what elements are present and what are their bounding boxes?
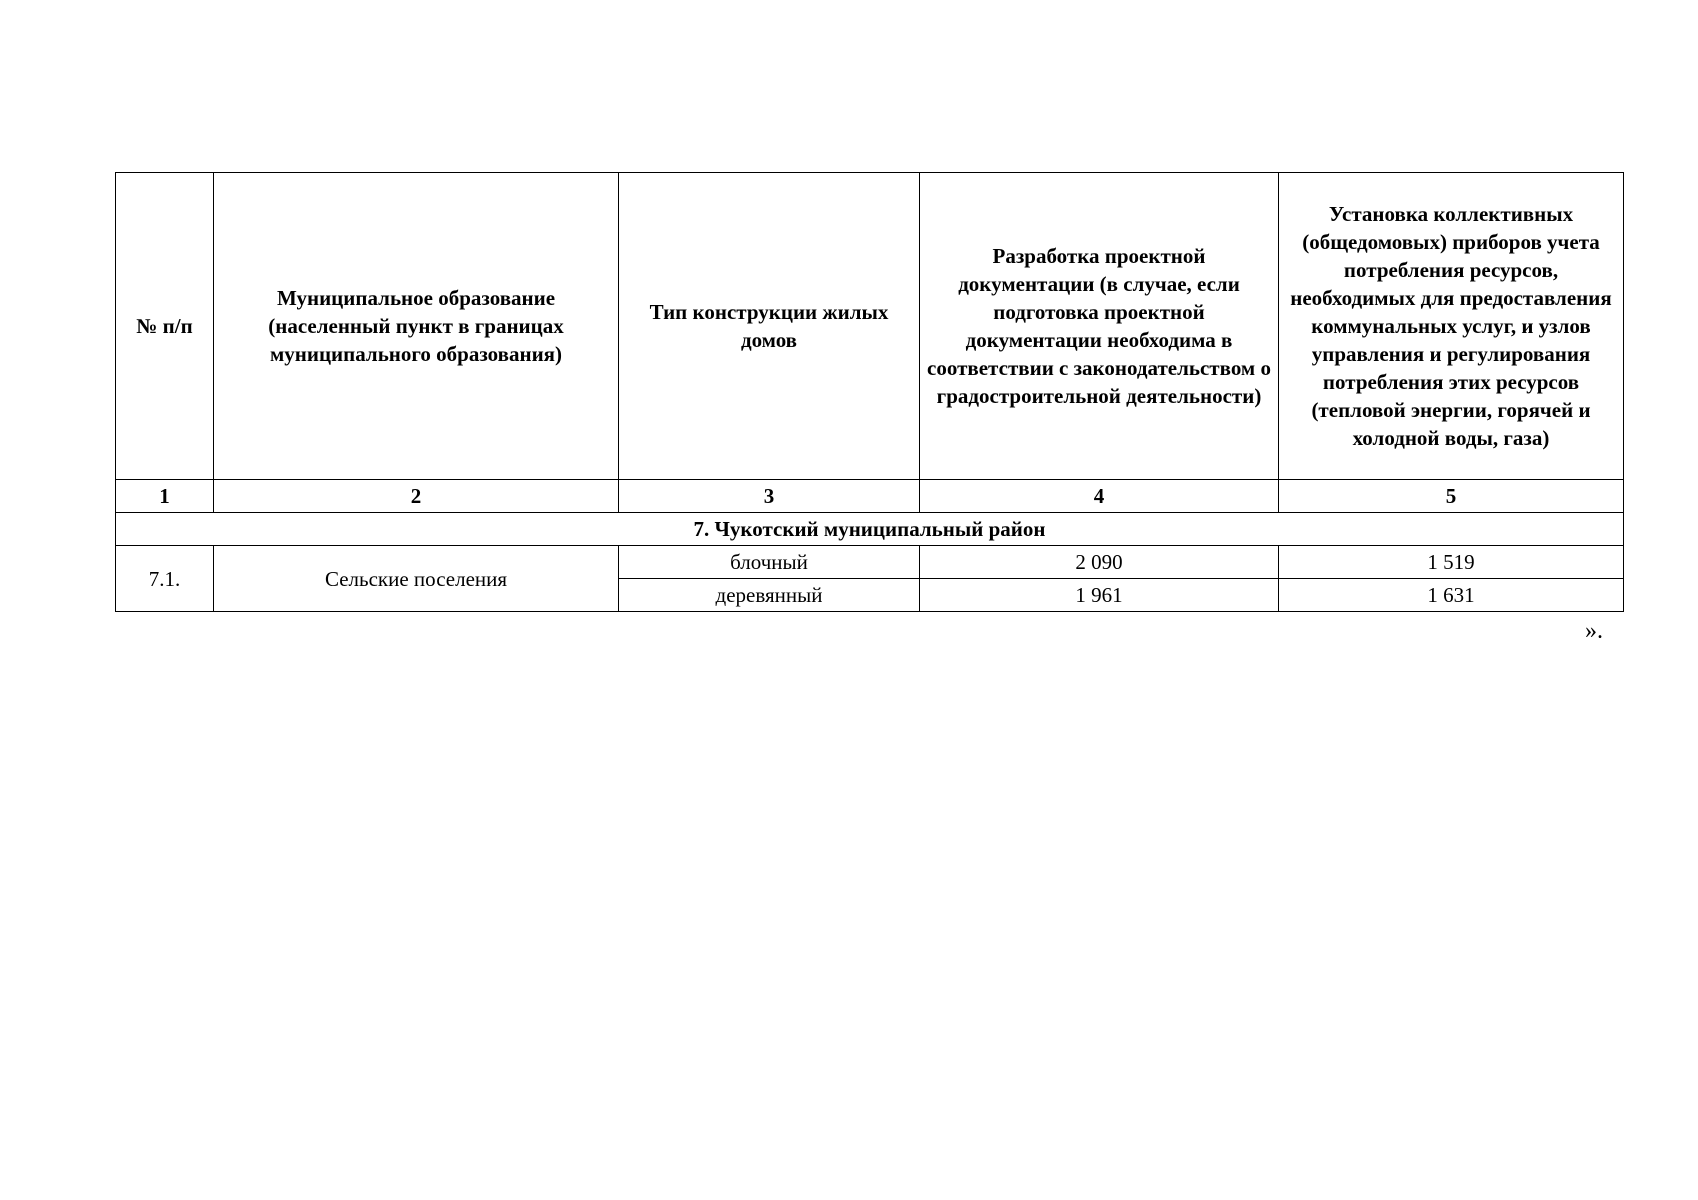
section-row (116, 513, 1624, 546)
construction-type-cell: деревянный (619, 579, 920, 612)
header-construction-type: Тип конструкции жилых домов (619, 173, 920, 480)
row-number: 7.1. (116, 546, 214, 612)
main-table (115, 172, 1624, 612)
section-title: 7. Чукотский муниципальный район (116, 513, 1624, 546)
meters-cell: 1 631 (1279, 579, 1624, 612)
design-docs-cell: 2 090 (920, 546, 1279, 579)
construction-type-cell: блочный (619, 546, 920, 579)
column-number-2: 2 (214, 480, 619, 513)
municipality-cell: Сельские поселения (214, 546, 619, 612)
header-row (116, 173, 1624, 480)
design-docs-cell: 1 961 (920, 579, 1279, 612)
column-number-5: 5 (1279, 480, 1624, 513)
column-numbers-row (116, 480, 1624, 513)
table-row (116, 546, 1624, 579)
header-municipality: Муниципальное образование (населенный пункт в границах муниципального образования) (214, 173, 619, 480)
column-number-4: 4 (920, 480, 1279, 513)
meters-cell: 1 519 (1279, 546, 1624, 579)
column-number-3: 3 (619, 480, 920, 513)
closing-quote-mark: ». (1585, 618, 1603, 644)
header-meters: Установка коллективных (общедомовых) приборов учета потребления ресурсов, необходимых для предоставления коммунальных услуг, и узлов управления и регулирования потребления этих ресурсов (тепловой энергии, горячей и холодной воды, газа) (1279, 173, 1624, 480)
header-design-docs: Разработка проектной документации (в случае, если подготовка проектной документации необходима в соответствии с законодательством о градостроительной деятельности) (920, 173, 1279, 480)
header-number: № п/п (116, 173, 214, 480)
column-number-1: 1 (116, 480, 214, 513)
